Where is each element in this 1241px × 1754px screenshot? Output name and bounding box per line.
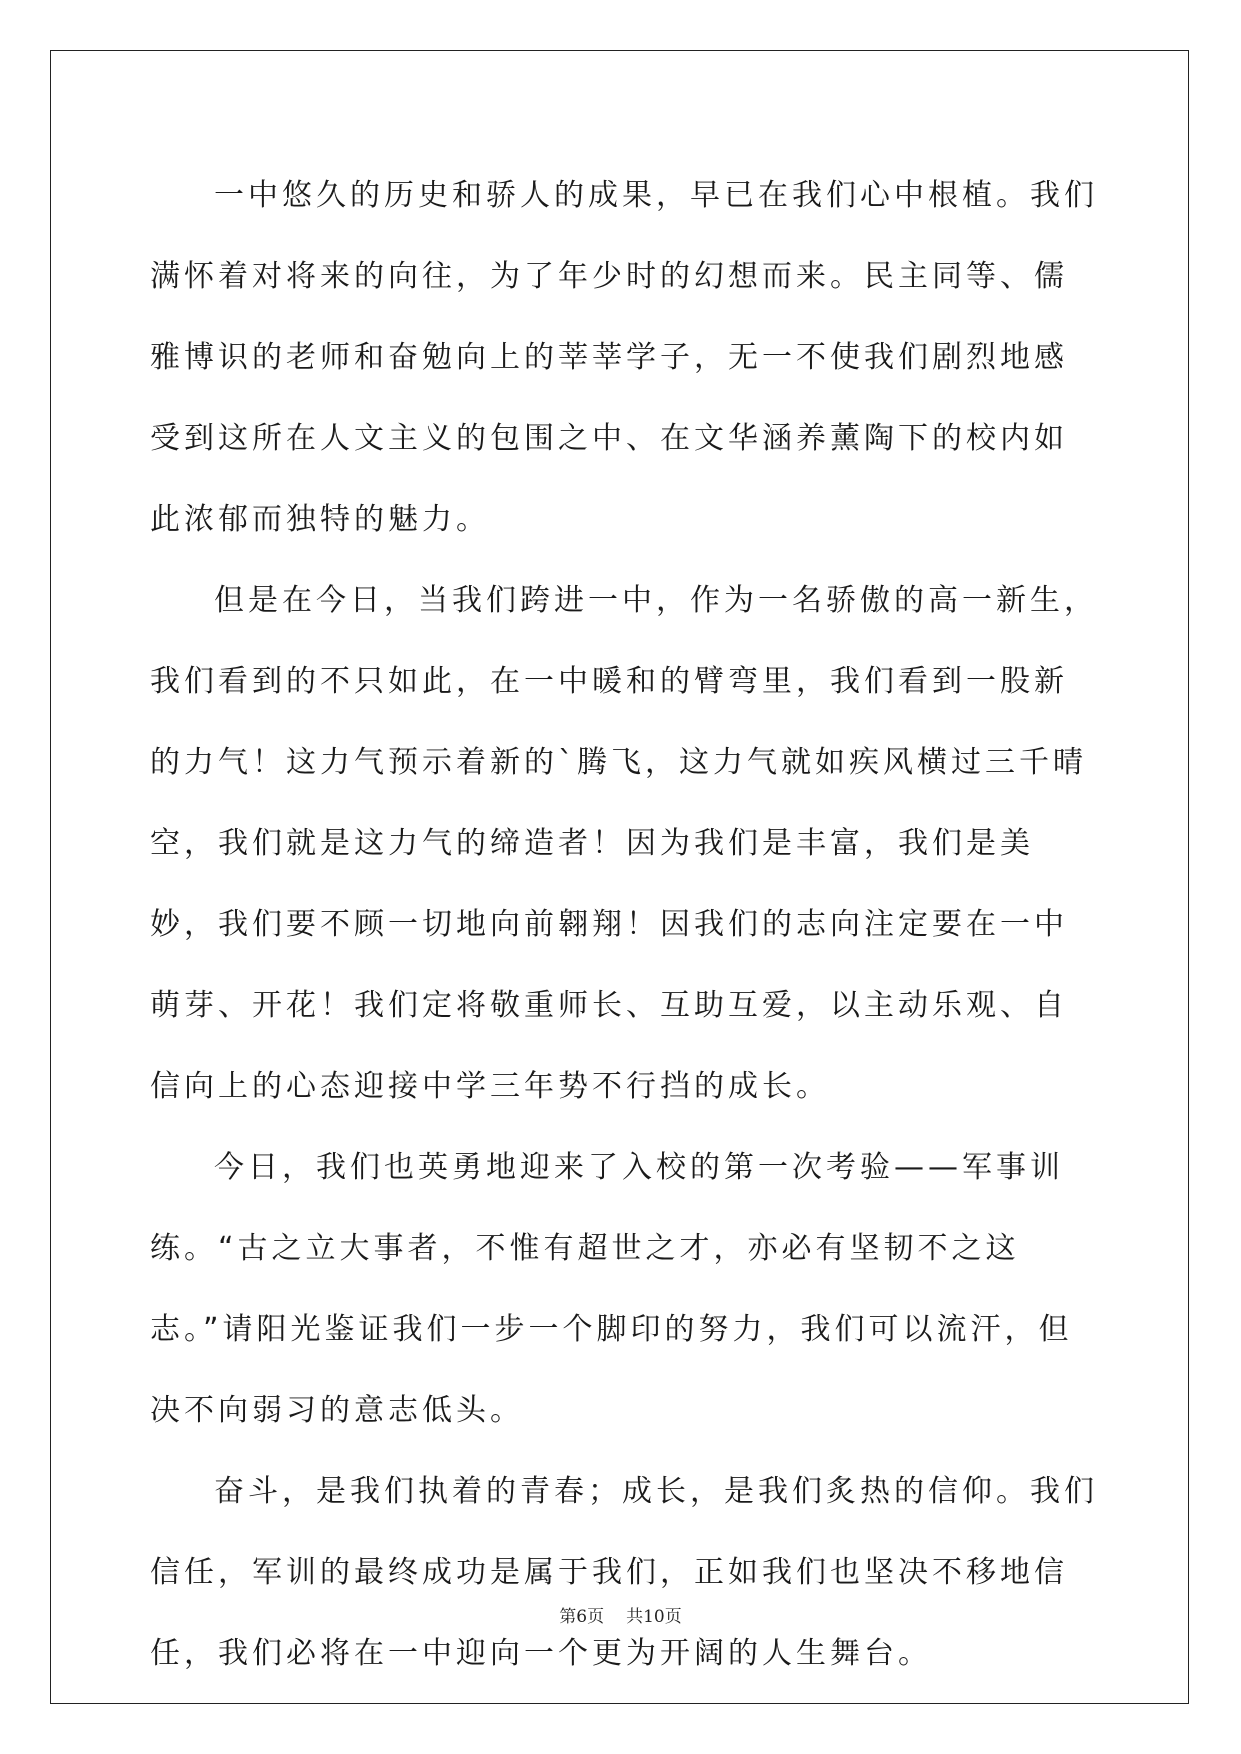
page-number: 第6页 xyxy=(559,1607,605,1627)
paragraph: 但是在今日，当我们跨进一中，作为一名骄傲的高一新生，我们看到的不只如此，在一中暖和的臂弯里，我们看到一股新的力气！这力气预示着新的`腾飞，这力气就如疾风横过三千晴空，我们就是这力气的缔造者！因为我们是丰富，我们是美妙，我们要不顾一切地向前翱翔！因我们的志向注定要在一中萌芽、开花！我们定将敬重师长、互助互爱，以主动乐观、自信向上的心态迎接中学三年势不行挡的成长。 xyxy=(150,583,1098,1104)
paragraph: 今日，我们也英勇地迎来了入校的第一次考验——军事训练。“古之立大事者，不惟有超世之才，亦必有坚韧不之这志。”请阳光鉴证我们一步一个脚印的努力，我们可以流汗，但决不向弱习的意志低头。 xyxy=(150,1150,1073,1428)
paragraph: 奋斗，是我们执着的青春；成长，是我们炙热的信仰。我们信任，军训的最终成功是属于我们，正如我们也坚决不移地信任，我们必将在一中迎向一个更为开阔的人生舞台。 xyxy=(150,1474,1098,1671)
paragraph: 一中悠久的历史和骄人的成果，早已在我们心中根植。我们满怀着对将来的向往，为了年少时的幻想而来。民主同等、儒雅博识的老师和奋勉向上的莘莘学子，无一不使我们剧烈地感受到这所在人文主义的包围之中、在文华涵养薰陶下的校内如此浓郁而独特的魅力。 xyxy=(150,178,1098,537)
document-body xyxy=(150,155,1100,1694)
page-footer xyxy=(0,1602,1241,1627)
page-total: 共10页 xyxy=(626,1607,682,1627)
